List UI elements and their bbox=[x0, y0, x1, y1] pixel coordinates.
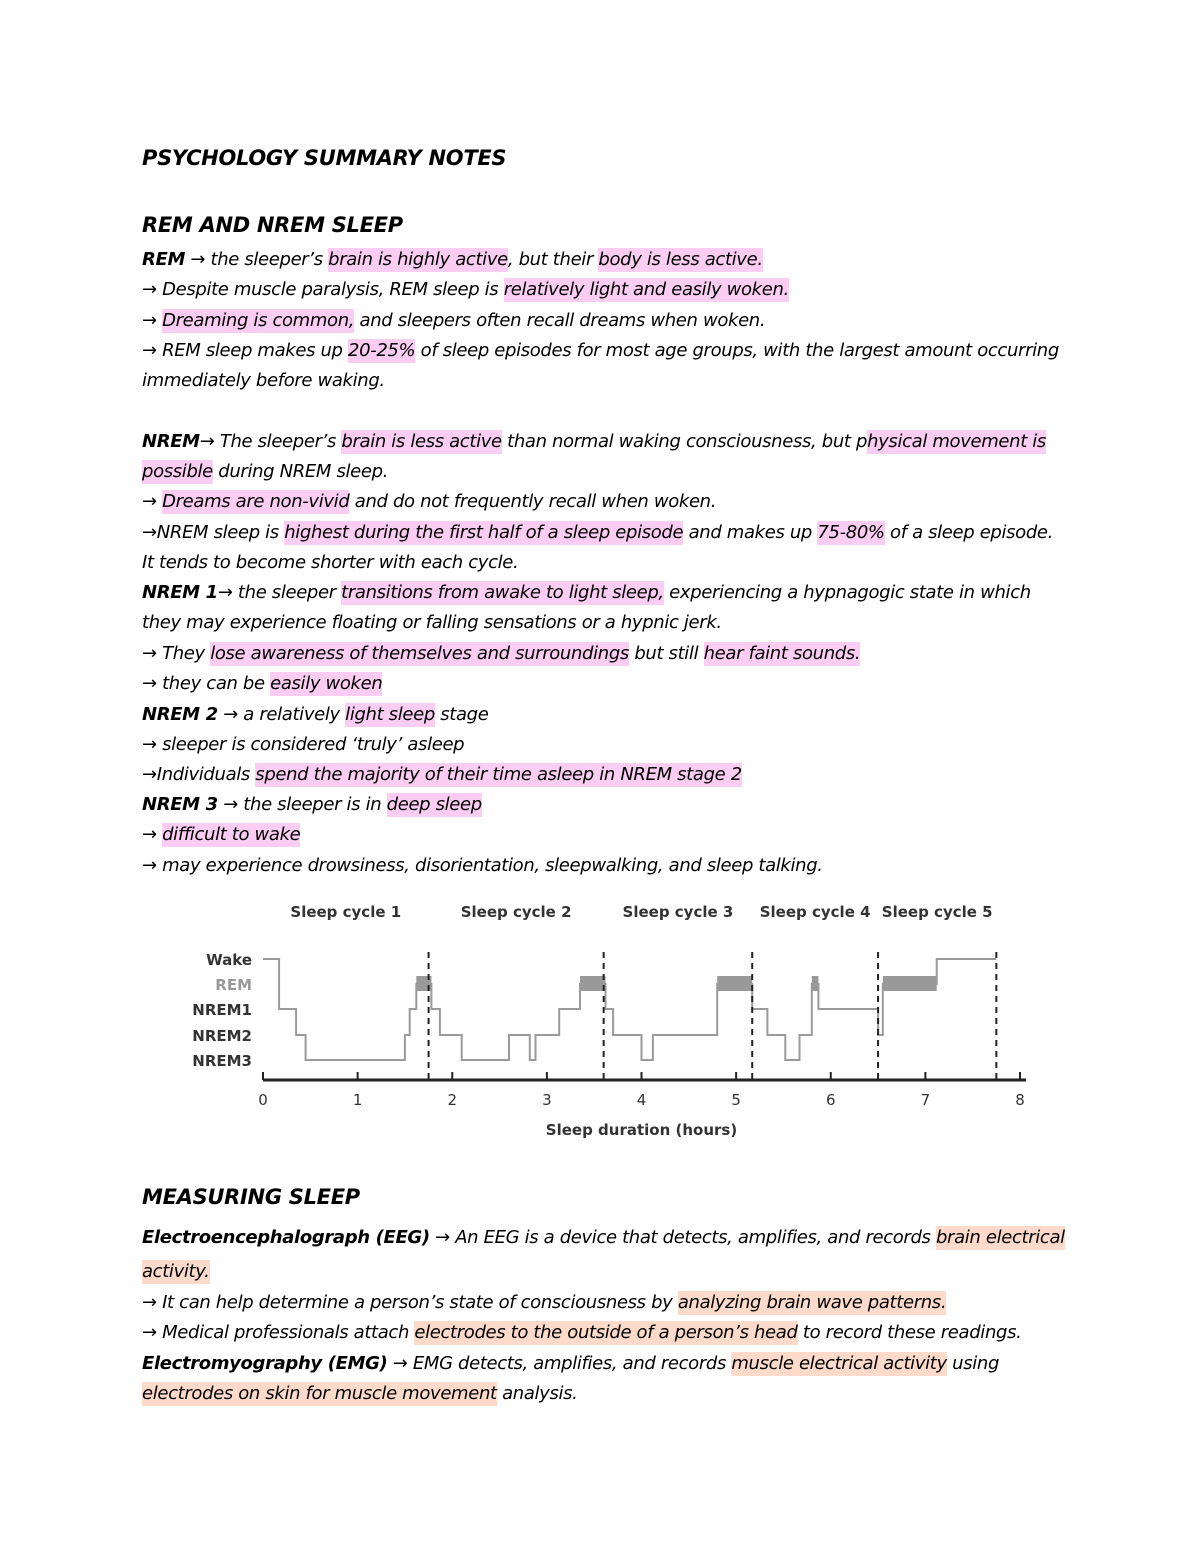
x-tick-label: 5 bbox=[731, 1091, 741, 1109]
nrem-line-5: It tends to become shorter with each cycle. bbox=[142, 552, 519, 573]
stage-label: NREM2 bbox=[192, 1027, 252, 1045]
text: but still bbox=[628, 643, 704, 664]
rem-line-5: immediately before waking. bbox=[142, 370, 385, 391]
highlight: highest during the first half of a sleep episode bbox=[284, 522, 684, 543]
stage-label: NREM3 bbox=[192, 1052, 252, 1070]
term-rem: REM bbox=[142, 249, 186, 270]
text: → They bbox=[142, 643, 211, 664]
term-emg: Electromyography (EMG) bbox=[142, 1353, 388, 1374]
nrem3-line-2 bbox=[142, 823, 300, 847]
highlight: transitions from awake to light sleep, bbox=[341, 582, 664, 603]
text: → a relatively bbox=[217, 704, 346, 725]
cycle-label: Sleep cycle 5 bbox=[881, 903, 993, 921]
highlight: brain is less active bbox=[341, 431, 502, 452]
highlight: hear faint sounds. bbox=[703, 643, 861, 664]
highlight: Dreaming is common, bbox=[162, 310, 355, 331]
nrem-line-2 bbox=[142, 460, 388, 484]
nrem-line-4 bbox=[142, 521, 1053, 545]
cycle-label: Sleep cycle 3 bbox=[622, 903, 734, 921]
highlight: electrodes on skin for muscle movement bbox=[142, 1383, 497, 1404]
x-tick-label: 4 bbox=[636, 1091, 647, 1109]
highlight: relatively light and easily woken. bbox=[503, 279, 789, 300]
nrem3-line-3: → may experience drowsiness, disorientation, sleepwalking, and sleep talking. bbox=[142, 855, 823, 876]
cycle-label: Sleep cycle 2 bbox=[460, 903, 572, 921]
emg-line-1 bbox=[142, 1352, 999, 1376]
rem-line-2 bbox=[142, 278, 789, 302]
document-title: PSYCHOLOGY SUMMARY NOTES bbox=[142, 146, 507, 170]
nrem1-line-1 bbox=[142, 581, 1031, 605]
rem-line-1 bbox=[142, 248, 763, 272]
text: and makes up bbox=[683, 522, 818, 543]
text: → the sleeper’s bbox=[185, 249, 329, 270]
highlight: Dreams are non-vivid bbox=[162, 491, 350, 512]
x-tick-label: 8 bbox=[1015, 1091, 1025, 1109]
highlight: spend the majority of their time asleep in NREM stage 2 bbox=[255, 764, 742, 785]
highlight: . bbox=[757, 249, 763, 270]
rem-line-4 bbox=[142, 339, 1059, 363]
text: stage bbox=[434, 704, 489, 725]
hypnogram-chart bbox=[180, 890, 1060, 1150]
x-axis-label: Sleep duration (hours) bbox=[545, 1121, 738, 1139]
highlight: electrodes to the outside of a person’s head bbox=[414, 1322, 798, 1343]
text: of sleep episodes for most age groups, with the largest amount occurring bbox=[415, 340, 1059, 361]
term-nrem2: NREM 2 bbox=[142, 704, 218, 725]
text: to record these readings. bbox=[797, 1322, 1022, 1343]
highlight: body is less active bbox=[598, 249, 758, 270]
x-tick-label: 0 bbox=[258, 1091, 268, 1109]
x-tick-label: 2 bbox=[447, 1091, 458, 1109]
section-heading-rem-nrem: REM AND NREM SLEEP bbox=[142, 213, 403, 237]
nrem3-line-1 bbox=[142, 793, 482, 817]
eeg-line-1 bbox=[142, 1226, 1065, 1250]
text: → REM sleep makes up bbox=[142, 340, 348, 361]
text: → It can help determine a person’s state of consciousness by bbox=[142, 1292, 678, 1313]
text: analysis. bbox=[496, 1383, 578, 1404]
text: → the sleeper is in bbox=[217, 794, 387, 815]
highlight: lose awareness of themselves and surroundings bbox=[210, 643, 629, 664]
nrem-line-3 bbox=[142, 490, 716, 514]
text: → EMG detects, amplifies, and records bbox=[387, 1353, 732, 1374]
highlight: easily woken bbox=[270, 673, 383, 694]
nrem-line-1 bbox=[142, 430, 1046, 454]
text: →Individuals bbox=[142, 764, 256, 785]
highlight: difficult to wake bbox=[162, 824, 301, 845]
text: → Medical professionals attach bbox=[142, 1322, 415, 1343]
text: → The sleeper’s bbox=[199, 431, 342, 452]
stage-label: Wake bbox=[206, 951, 252, 969]
highlight: brain electrical bbox=[935, 1227, 1065, 1248]
highlight: possible bbox=[142, 461, 213, 482]
term-nrem1: NREM 1 bbox=[142, 582, 218, 603]
highlight: activity. bbox=[142, 1261, 210, 1282]
x-tick-label: 3 bbox=[542, 1091, 552, 1109]
text: during NREM sleep. bbox=[212, 461, 389, 482]
nrem1-line-2: they may experience floating or falling sensations or a hypnic jerk. bbox=[142, 612, 722, 633]
text: using bbox=[946, 1353, 1000, 1374]
text: than normal waking consciousness, but p bbox=[501, 431, 868, 452]
text: and do not frequently recall when woken. bbox=[349, 491, 717, 512]
text: →NREM sleep is bbox=[142, 522, 285, 543]
term-nrem3: NREM 3 bbox=[142, 794, 218, 815]
eeg-line-4 bbox=[142, 1321, 1021, 1345]
stage-label: REM bbox=[215, 976, 252, 994]
text: → they can be bbox=[142, 673, 271, 694]
text: → Despite muscle paralysis, REM sleep is bbox=[142, 279, 504, 300]
text: → bbox=[142, 491, 163, 512]
text: → bbox=[142, 824, 163, 845]
highlight: 20-25% bbox=[347, 340, 416, 361]
text: and sleepers often recall dreams when woken. bbox=[354, 310, 766, 331]
nrem1-line-4 bbox=[142, 672, 382, 696]
cycle-label: Sleep cycle 4 bbox=[759, 903, 871, 921]
highlight: deep sleep bbox=[386, 794, 482, 815]
text: → the sleeper bbox=[217, 582, 342, 603]
nrem2-line-1 bbox=[142, 703, 488, 727]
x-tick-label: 6 bbox=[825, 1091, 836, 1109]
term-nrem: NREM bbox=[142, 431, 200, 452]
rem-line-3 bbox=[142, 309, 765, 333]
highlight: muscle electrical activity bbox=[731, 1353, 947, 1374]
text: experiencing a hypnagogic state in which bbox=[663, 582, 1031, 603]
nrem2-line-2: → sleeper is considered ‘truly’ asleep bbox=[142, 734, 465, 755]
section-heading-measuring-sleep: MEASURING SLEEP bbox=[142, 1185, 360, 1209]
stage-line bbox=[263, 959, 996, 1060]
text: → bbox=[142, 310, 163, 331]
highlight: light sleep bbox=[345, 704, 435, 725]
stage-label: NREM1 bbox=[192, 1001, 252, 1019]
highlight: 75-80% bbox=[817, 522, 885, 543]
text: , but their bbox=[507, 249, 599, 270]
eeg-line-2 bbox=[142, 1260, 210, 1284]
cycle-label: Sleep cycle 1 bbox=[290, 903, 402, 921]
nrem1-line-3 bbox=[142, 642, 860, 666]
nrem2-line-3 bbox=[142, 763, 742, 787]
x-tick-label: 1 bbox=[352, 1091, 363, 1109]
highlight: analyzing brain wave patterns. bbox=[677, 1292, 947, 1313]
eeg-line-3 bbox=[142, 1291, 946, 1315]
emg-line-2 bbox=[142, 1382, 578, 1406]
highlight: hysical movement is bbox=[867, 431, 1046, 452]
text: → An EEG is a device that detects, amplifies, and records bbox=[429, 1227, 936, 1248]
highlight: brain is highly active bbox=[328, 249, 508, 270]
text: of a sleep episode. bbox=[884, 522, 1054, 543]
x-tick-label: 7 bbox=[920, 1091, 931, 1109]
term-eeg: Electroencephalograph (EEG) bbox=[142, 1227, 430, 1248]
